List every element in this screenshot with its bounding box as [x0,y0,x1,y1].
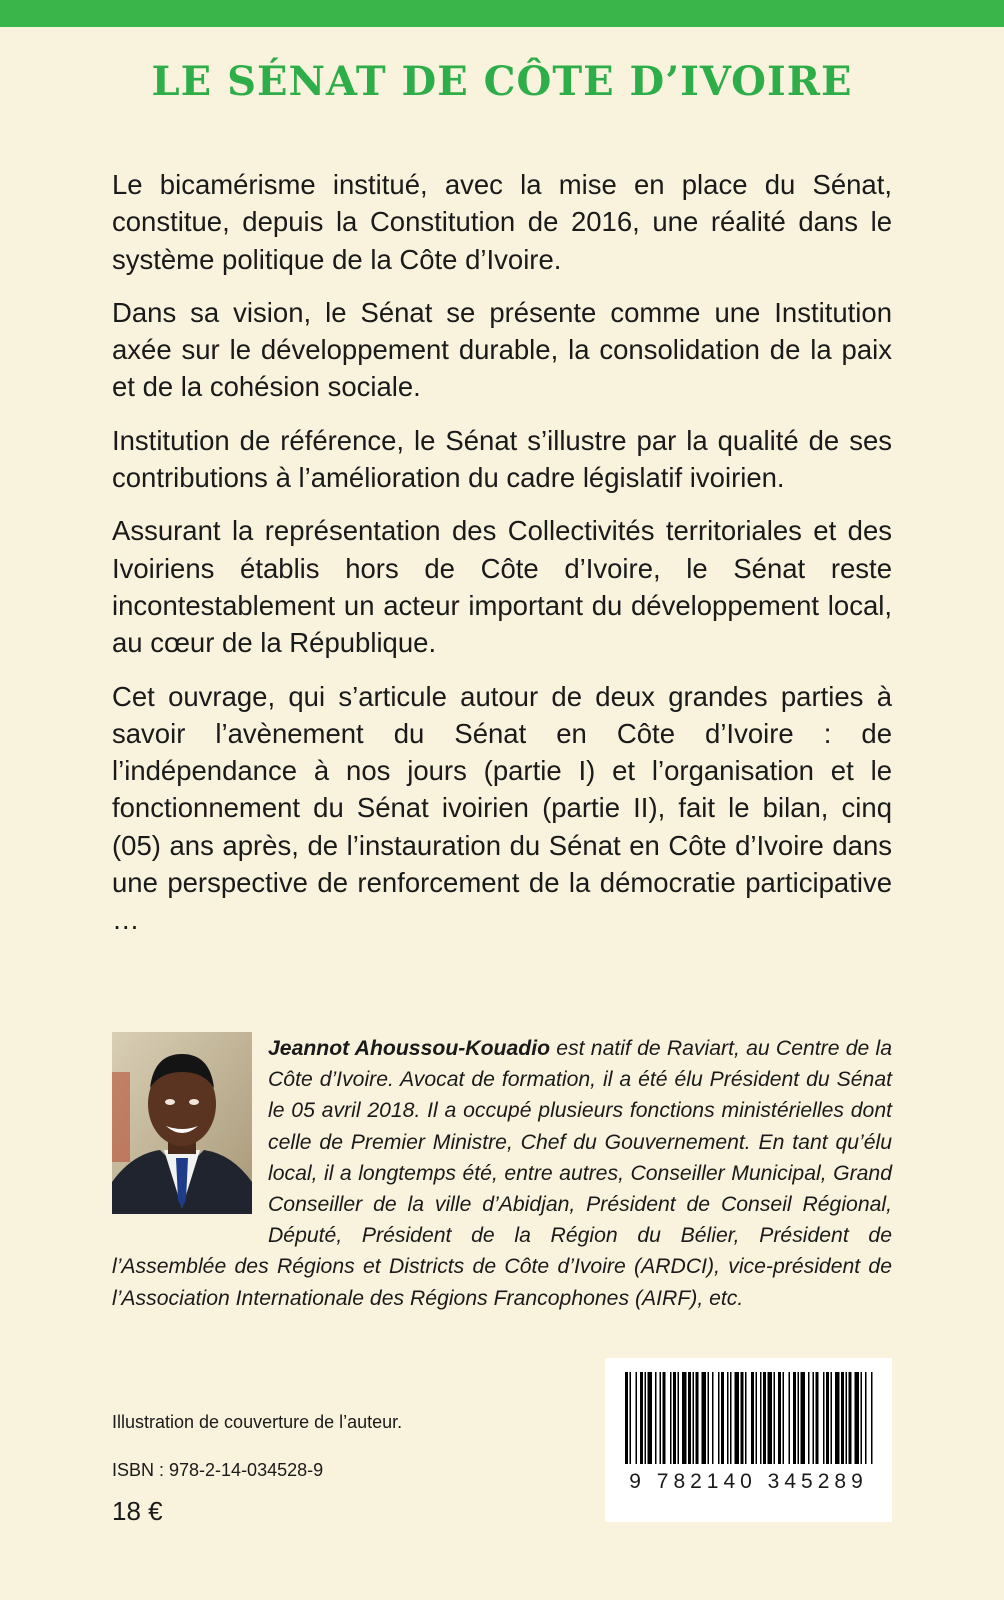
barcode-bar [835,1372,840,1464]
top-green-banner [0,0,1004,27]
cover-credit: Illustration de couverture de l’auteur. [112,1412,403,1432]
barcode-bar [865,1372,867,1464]
barcode-bar [871,1372,873,1464]
barcode-bar [702,1372,707,1464]
paragraph-3: Institution de référence, le Sénat s’illustre par la qualité de ses contributions à l’amélioration du cadre législatif ivoirien. [112,424,892,494]
barcode-bar [789,1372,791,1464]
paragraph-1: Le bicamérisme institué, avec la mise en place du Sénat, constitue, depuis la Constitution de 2016, une réalité dans le système politique de la Côte d’Ivoire. [112,169,892,275]
barcode-bar [712,1372,714,1464]
barcode-bar [855,1372,860,1464]
barcode [605,1358,892,1522]
barcode-bar [808,1372,810,1464]
barcode-bar [673,1372,676,1464]
barcode-bar [688,1372,691,1464]
barcode-bar [783,1372,785,1464]
barcode-digits: 9 782140 345289 [629,1470,868,1493]
barcode-bar [801,1372,806,1464]
barcode-bar [774,1372,776,1464]
author-name: Jeannot Ahoussou-Kouadio [268,1037,551,1060]
barcode-bar [816,1372,819,1464]
barcode-bar [846,1372,848,1464]
barcode-bar [693,1372,695,1464]
barcode-bar [735,1372,740,1464]
barcode-bar [768,1372,773,1464]
paragraph-2: Dans sa vision, le Sénat se présente comme une Institution axée sur le développement durable, la consolidation de la paix et de la cohésion sociale. [112,296,892,403]
barcode-bar [636,1372,638,1464]
barcode-bar [745,1372,747,1464]
paragraph-5: Cet ouvrage, qui s’articule autour de deux grandes parties à savoir l’avènement du Sénat en Côte d’Ivoire : de l’indépendance à nos jours (partie I) et l’organisation et le fonctionnement du Sénat ivoirien (partie II), fait le bilan, cinq (05) ans après, de l’instauration du Sénat en Côte d’Ivoire dans une perspective de renforcement de la démocratie participative … [112,680,892,936]
barcode-bar [682,1372,687,1464]
barcode-bar [849,1372,852,1464]
paragraph-4: Assurant la représentation des Collectivités territoriales et des Ivoiriens établis hors de Côte d’Ivoire, le Sénat reste incontestablement un acteur important du développement local, au cœur de la République. [112,515,892,659]
price: 18 € [112,1496,163,1526]
barcode-bar [718,1372,720,1464]
barcode-bar [756,1372,758,1464]
barcode-bar [831,1372,833,1464]
barcode-bar [861,1372,863,1464]
barcode-bar [741,1372,744,1464]
barcode-bar [778,1372,781,1464]
barcode-bar [640,1372,643,1464]
barcode-bar [826,1372,829,1464]
author-bio [112,1033,892,1314]
barcode-bar [823,1372,825,1464]
barcode-bar [678,1372,680,1464]
barcode-bar [708,1372,710,1464]
barcode-bar [625,1372,628,1464]
isbn: ISBN : 978-2-14-034528-9 [112,1460,324,1480]
barcode-bar [655,1372,657,1464]
barcode-bar [630,1372,632,1464]
barcode-bar [660,1372,662,1464]
barcode-bar [793,1372,796,1464]
barcode-bar [841,1372,844,1464]
barcode-bar [721,1372,724,1464]
barcode-bar [727,1372,729,1464]
barcode-bar [645,1372,647,1464]
barcode-bar [730,1372,732,1464]
barcode-bar [798,1372,800,1464]
author-bio-text: est natif de Raviart, au Centre de la Côte d’Ivoire. Avocat de formation, il a été élu Président du Sénat le 05 avril 2018. Il a occupé plusieurs fonctions ministérielles dont celle de Premier Ministre, Chef du Gouvernement. En tant qu’élu local, il a longtemps été, entre autres, Conseiller Municipal, Grand Conseiller de la ville d’Abidjan, Président de Conseil Régional, Député, Président de la Région du Bélier, Président de l’Assemblée des Régions et Districts de Côte d’Ivoire (ARDCI), vice-président de l’Association Internationale des Régions Francophones (AIRF), etc. [112,1037,892,1310]
barcode-bar [663,1372,666,1464]
barcode-bar [760,1372,762,1464]
book-title: LE SÉNAT DE CÔTE D’IVOIRE [151,58,853,105]
barcode-bar [670,1372,672,1464]
barcode-bar [696,1372,699,1464]
barcode-bar [648,1372,653,1464]
barcode-bar [813,1372,815,1464]
barcode-bar [763,1372,766,1464]
barcode-bar [751,1372,754,1464]
back-cover-text [112,166,892,955]
barcode-bars-icon [605,1358,892,1468]
